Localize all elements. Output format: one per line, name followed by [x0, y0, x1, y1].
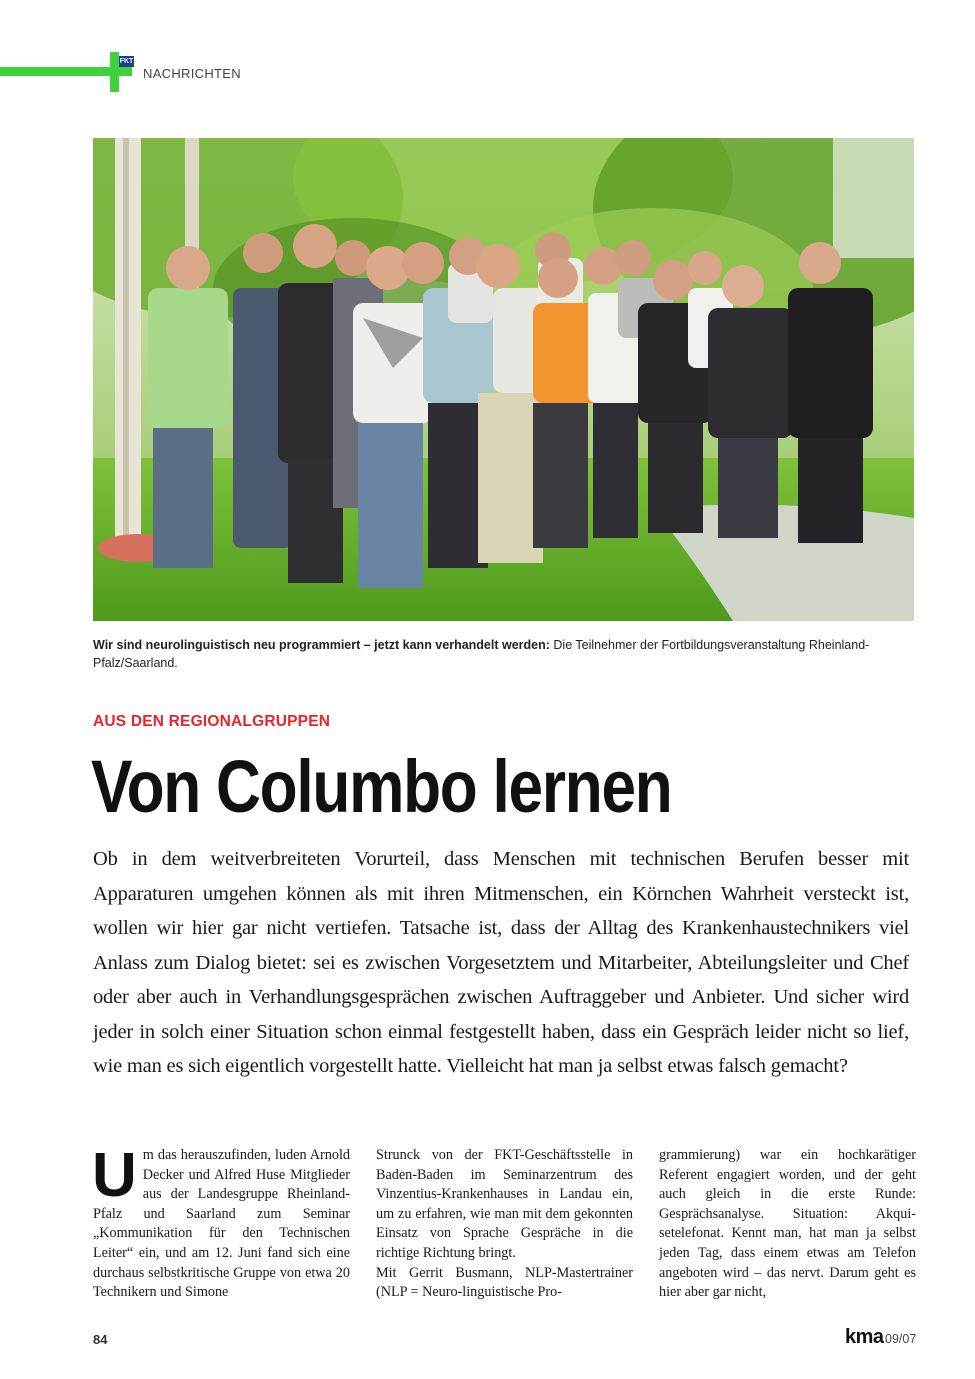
body-column-3: [659, 1146, 916, 1303]
body-paragraph: Mit Gerrit Busmann, NLP-Mastertrainer (NLP = Neuro-linguistische Pro-: [376, 1264, 633, 1301]
section-label: NACHRICHTEN: [143, 66, 241, 81]
body-paragraph: Strunck von der FKT-Geschäftsstelle in Baden-Baden im Seminarzentrum des Vinzentius-Krankenhauses in Landau ein, um zu erfahren, wie man mit dem gekonnten Einsatz von Sprache Gespräche in die richtige Richtung bringt.: [376, 1147, 633, 1261]
article-kicker: AUS DEN REGIONALGRUPPEN: [93, 713, 331, 730]
body-column-2: [376, 1146, 633, 1303]
fkt-logo-icon: [96, 52, 136, 92]
body-column-1: [92, 1141, 350, 1303]
caption-text: Die Teilnehmer der Fortbildungsveranstaltung Rheinland-Pfalz/Saarland.: [93, 638, 870, 670]
caption-bold: Wir sind neurolinguistisch neu programmiert – jetzt kann verhandelt werden:: [93, 638, 550, 652]
body-paragraph: m das herauszufinden, luden Arnold Decker und Alfred Huse Mitglieder aus der Landesgruppe Rheinland-Pfalz und Saarland zum Seminar „Kommunikation für den Technischen Leiter“ ein, und am 12. Juni fand sich eine durchaus selbstkritische Gruppe von etwa 20 Technikern und Simone: [93, 1147, 350, 1301]
drop-cap: U: [92, 1141, 137, 1210]
article-headline: Von Columbo lernen: [91, 745, 672, 828]
issue-number: 09/07: [885, 1332, 917, 1346]
magazine-brand: kma: [845, 1326, 884, 1348]
body-paragraph: grammierung) war ein hochkarätiger Referent engagiert worden, und der geht auch gleich in die erste Runde: Gesprächsanalyse. Situation: Akquisetelefonat. Kennt man, hat man ja selbst jeden Tag, dass einem etwas am Telefon angeboten wird – das nervt. Darum geht es hier aber gar nicht,: [659, 1147, 916, 1301]
header-accent-bar: [0, 67, 100, 76]
logo-text: FKT: [119, 58, 134, 65]
photo-caption: [93, 636, 893, 672]
page-number: 84: [93, 1332, 108, 1347]
article-lead: Ob in dem weitverbreiteten Vorurteil, dass Menschen mit technischen Berufen besser mit Apparaturen umgehen können als mit ihren Mitmenschen, ein Körnchen Wahrheit versteckt ist, wollen wir hier gar nicht vertiefen. Tatsache ist, dass der Alltag des Krankenhaustechnikers viel Anlass zum Dialog bietet: sei es zwischen Vorgesetztem und Mitarbeiter, Abteilungsleiter und Chef oder aber auch in Verhandlungsgesprächen zwischen Auftraggeber und Anbieter. Und sicher wird jeder in solch einer Situation schon einmal festgestellt haben, dass ein Gespräch leider nicht so lief, wie man es sich eigentlich vorgestellt hatte. Vielleicht hat man ja selbst etwas falsch gemacht?: [93, 848, 909, 1077]
group-photo: [93, 138, 914, 621]
